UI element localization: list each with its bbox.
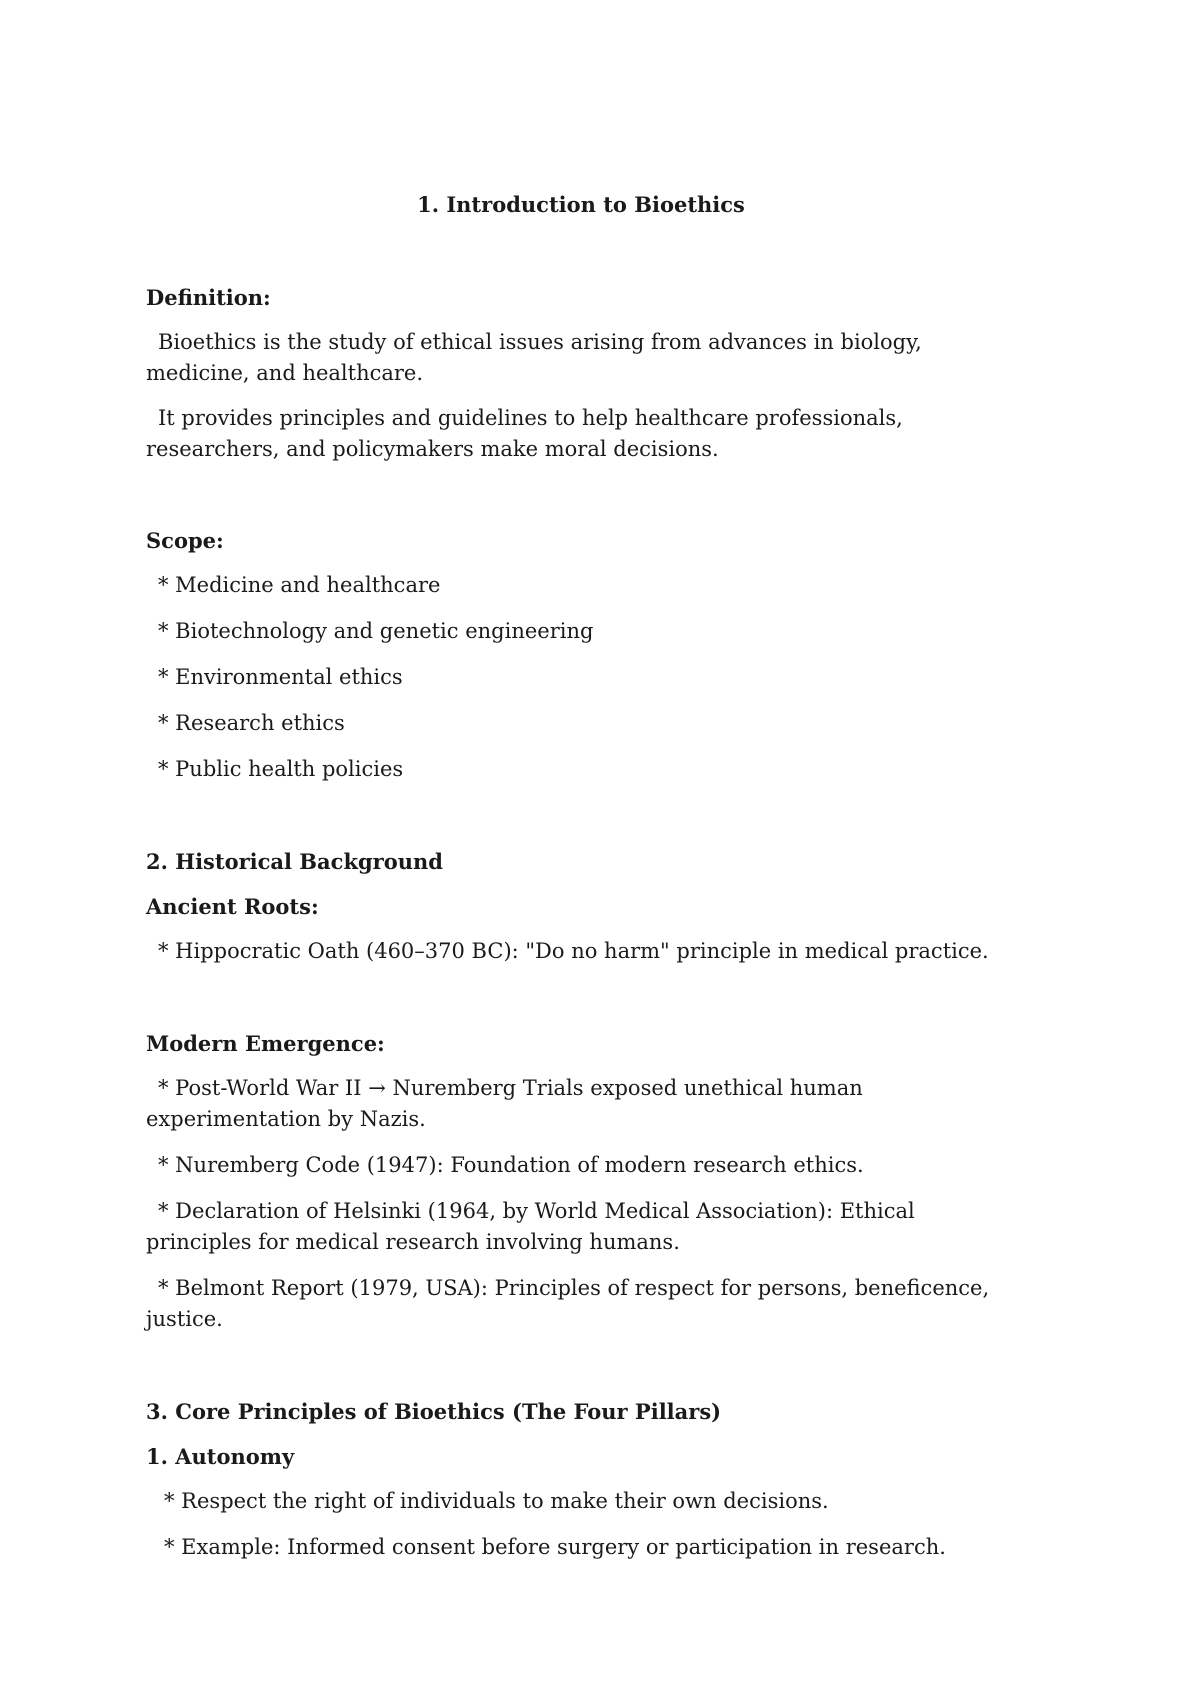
autonomy-list-item: * Example: Informed consent before surgery or participation in research. xyxy=(164,1535,946,1559)
scope-list-item: * Research ethics xyxy=(158,711,345,735)
definition-heading: Definition: xyxy=(146,285,271,310)
definition-paragraph: It provides principles and guidelines to help healthcare professionals, researchers, and policymakers make moral decisions. xyxy=(146,406,903,461)
modern-list-item: * Belmont Report (1979, USA): Principles of respect for persons, beneficence, justice. xyxy=(146,1276,990,1331)
modern-emergence-heading: Modern Emergence: xyxy=(146,1031,385,1056)
modern-list-item: * Declaration of Helsinki (1964, by World Medical Association): Ethical principles for medical research involving humans. xyxy=(146,1199,915,1254)
document-title: 1. Introduction to Bioethics xyxy=(417,192,745,217)
scope-list-item: * Medicine and healthcare xyxy=(158,573,441,597)
scope-heading: Scope: xyxy=(146,528,224,553)
ancient-list-item: * Hippocratic Oath (460–370 BC): "Do no harm" principle in medical practice. xyxy=(158,939,989,963)
autonomy-list-item: * Respect the right of individuals to make their own decisions. xyxy=(164,1489,829,1513)
document-body xyxy=(146,189,1016,1578)
scope-list-item: * Biotechnology and genetic engineering xyxy=(158,619,594,643)
modern-list-item: * Post-World War II → Nuremberg Trials exposed unethical human experimentation by Nazis. xyxy=(146,1076,863,1131)
scope-list-item: * Environmental ethics xyxy=(158,665,403,689)
section-heading-historical: 2. Historical Background xyxy=(146,849,443,874)
autonomy-heading: 1. Autonomy xyxy=(146,1444,295,1469)
scope-list-item: * Public health policies xyxy=(158,757,404,781)
definition-paragraph: Bioethics is the study of ethical issues arising from advances in biology, medicine, and healthcare. xyxy=(146,330,922,385)
ancient-roots-heading: Ancient Roots: xyxy=(146,894,319,919)
modern-list-item: * Nuremberg Code (1947): Foundation of modern research ethics. xyxy=(158,1153,864,1177)
section-heading-core-principles: 3. Core Principles of Bioethics (The Four Pillars) xyxy=(146,1399,722,1424)
